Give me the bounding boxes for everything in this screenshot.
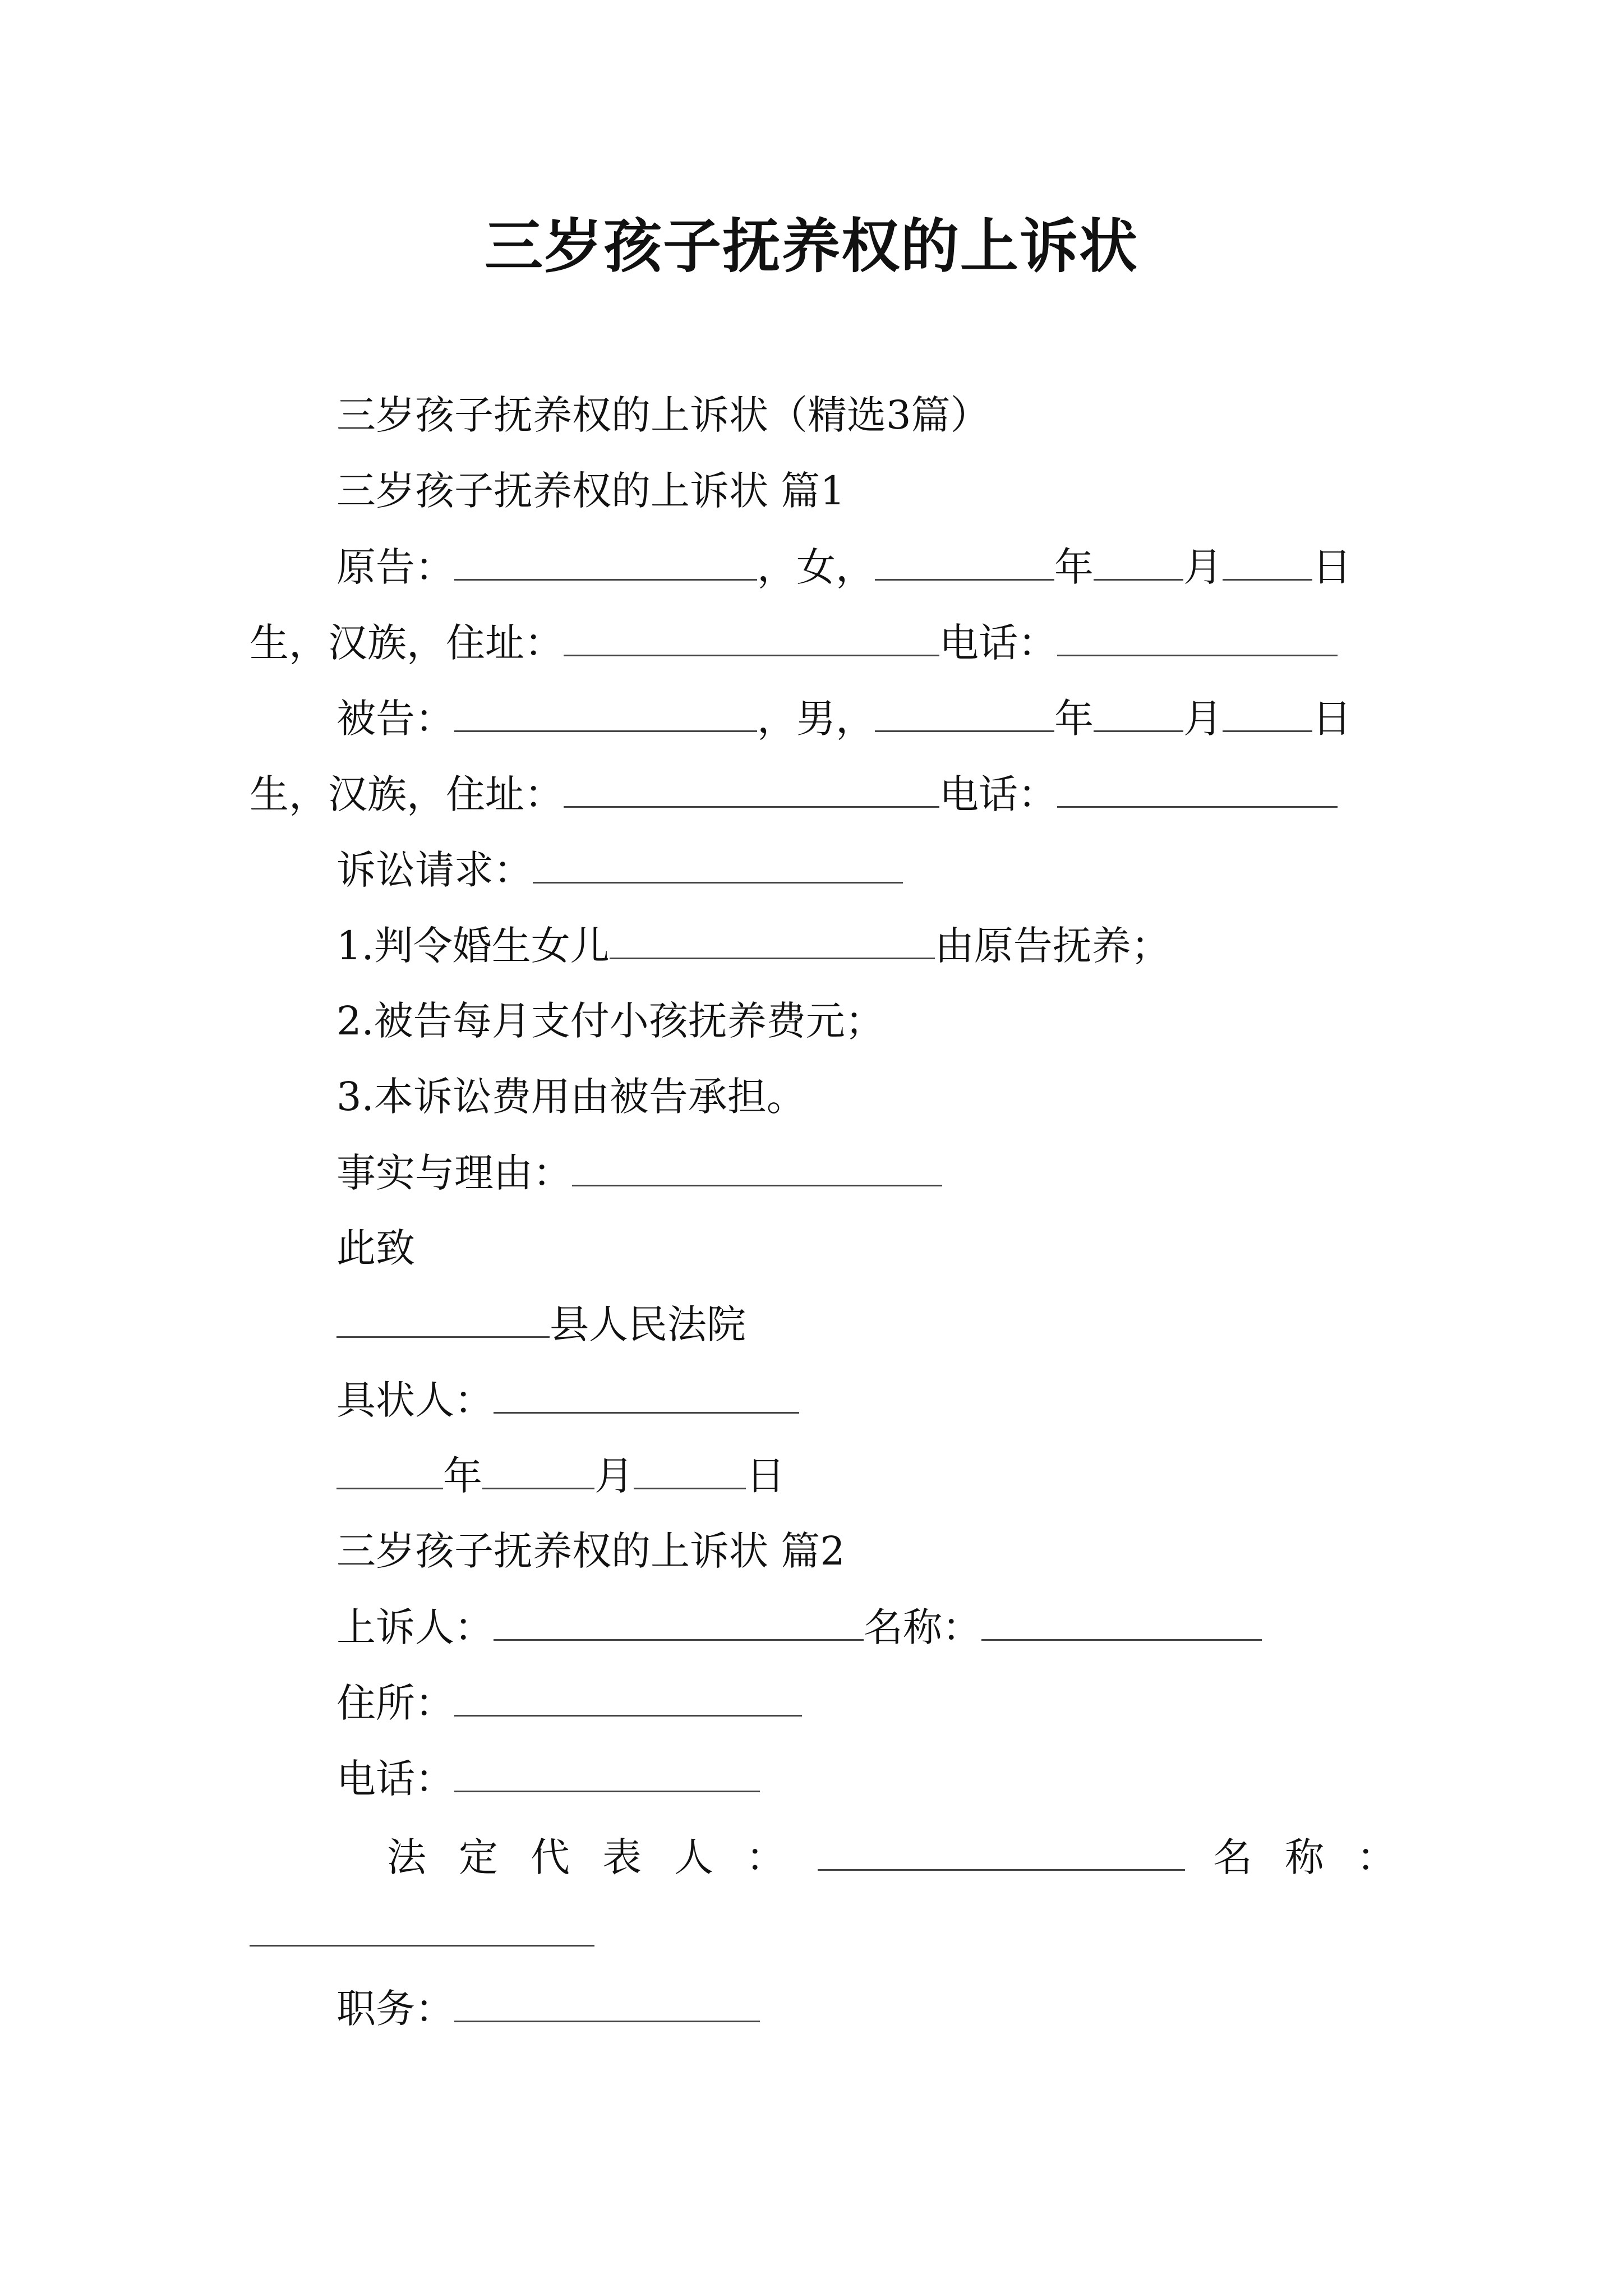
claims-line [336, 841, 903, 898]
facts-label: 事实与理由： [336, 1150, 572, 1196]
date-month-label: 月 [594, 1453, 634, 1499]
plaintiff-label: 原告： [336, 544, 454, 590]
year-label: 年 [1054, 696, 1094, 742]
claims-label: 诉讼请求： [336, 847, 533, 893]
legal-rep-line [387, 1829, 1428, 1885]
gender-male: ，男， [757, 696, 875, 742]
intro-line: 三岁孩子抚养权的上诉状（精选3篇） [336, 392, 990, 438]
appellant-blank[interactable] [494, 1599, 864, 1641]
residence-blank[interactable] [454, 1674, 802, 1717]
piece1-heading: 三岁孩子抚养权的上诉状 篇1 [336, 468, 845, 514]
born-ethnic-address-label: 生，汉族，住址： [250, 620, 564, 666]
plaintiff-name-blank[interactable] [454, 539, 757, 581]
petitioner-blank[interactable] [494, 1372, 799, 1414]
appellant-line [336, 1599, 1262, 1655]
claim1-text-b: 由原告抚养； [934, 923, 1170, 969]
month-label: 月 [1183, 544, 1223, 590]
def-birth-year-blank[interactable] [875, 690, 1054, 732]
name-label: 名称： [864, 1604, 981, 1650]
date-day-label: 日 [746, 1453, 785, 1499]
legal-rep-continuation [250, 1904, 594, 1961]
plaintiff-address-blank[interactable] [564, 614, 939, 656]
appellant-label: 上诉人： [336, 1604, 494, 1650]
court-label: 县人民法院 [550, 1301, 746, 1347]
facts-line [336, 1144, 942, 1201]
day-label: 日 [1312, 544, 1352, 590]
phone-blank[interactable] [454, 1750, 760, 1792]
plaintiff-line [336, 539, 1352, 595]
piece2-heading: 三岁孩子抚养权的上诉状 篇2 [336, 1528, 845, 1574]
day-label: 日 [1312, 696, 1352, 742]
residence-label: 住所： [336, 1680, 454, 1726]
residence-line [336, 1674, 802, 1731]
defendant-address-line [250, 766, 1338, 822]
court-line [336, 1296, 746, 1352]
phone-line [336, 1750, 760, 1807]
position-line [336, 1980, 760, 2037]
def-birth-month-blank[interactable] [1094, 690, 1183, 732]
daughter-name-blank[interactable] [610, 917, 935, 959]
date-line [336, 1447, 785, 1504]
county-blank[interactable] [336, 1296, 550, 1338]
birth-month-blank[interactable] [1094, 539, 1183, 581]
birth-day-blank[interactable] [1223, 539, 1312, 581]
legal-rep-name-blank[interactable] [250, 1904, 594, 1947]
def-birth-day-blank[interactable] [1223, 690, 1312, 732]
salute-line: 此致 [336, 1225, 415, 1271]
born-ethnic-address-label: 生，汉族，住址： [250, 771, 564, 817]
position-blank[interactable] [454, 1980, 760, 2022]
facts-blank[interactable] [572, 1144, 942, 1186]
phone-label: 电话： [939, 771, 1057, 817]
legal-rep-blank[interactable] [818, 1829, 1185, 1871]
defendant-line [336, 690, 1352, 747]
date-day-blank[interactable] [634, 1447, 746, 1489]
plaintiff-phone-blank[interactable] [1057, 614, 1338, 656]
claim1-line [336, 917, 1170, 974]
position-label: 职务： [336, 1986, 454, 2032]
legal-rep-label: 法定代表人： [387, 1834, 818, 1880]
defendant-address-blank[interactable] [564, 766, 939, 808]
defendant-label: 被告： [336, 696, 454, 742]
claims-blank[interactable] [533, 841, 903, 884]
document-title: 三岁孩子抚养权的上诉状 [484, 211, 1138, 280]
appellant-name-blank[interactable] [981, 1599, 1262, 1641]
plaintiff-address-line [250, 614, 1338, 671]
petitioner-line [336, 1372, 799, 1428]
birth-year-blank[interactable] [875, 539, 1054, 581]
phone-label: 电话： [939, 620, 1057, 666]
year-label: 年 [1054, 544, 1094, 590]
defendant-name-blank[interactable] [454, 690, 757, 732]
defendant-phone-blank[interactable] [1057, 766, 1338, 808]
claim1-text-a: 1.判令婚生女儿 [336, 923, 610, 969]
date-month-blank[interactable] [482, 1447, 594, 1489]
phone-label-2: 电话： [336, 1756, 454, 1802]
date-year-blank[interactable] [336, 1447, 443, 1489]
petitioner-label: 具状人： [336, 1377, 494, 1423]
claim3-line: 3.本诉讼费用由被告承担。 [336, 1074, 806, 1120]
name-label-2: 名称： [1213, 1834, 1428, 1880]
month-label: 月 [1183, 696, 1223, 742]
date-year-label: 年 [443, 1453, 482, 1499]
claim2-line: 2.被告每月支付小孩抚养费元； [336, 998, 884, 1044]
gender-female: ，女， [757, 544, 875, 590]
